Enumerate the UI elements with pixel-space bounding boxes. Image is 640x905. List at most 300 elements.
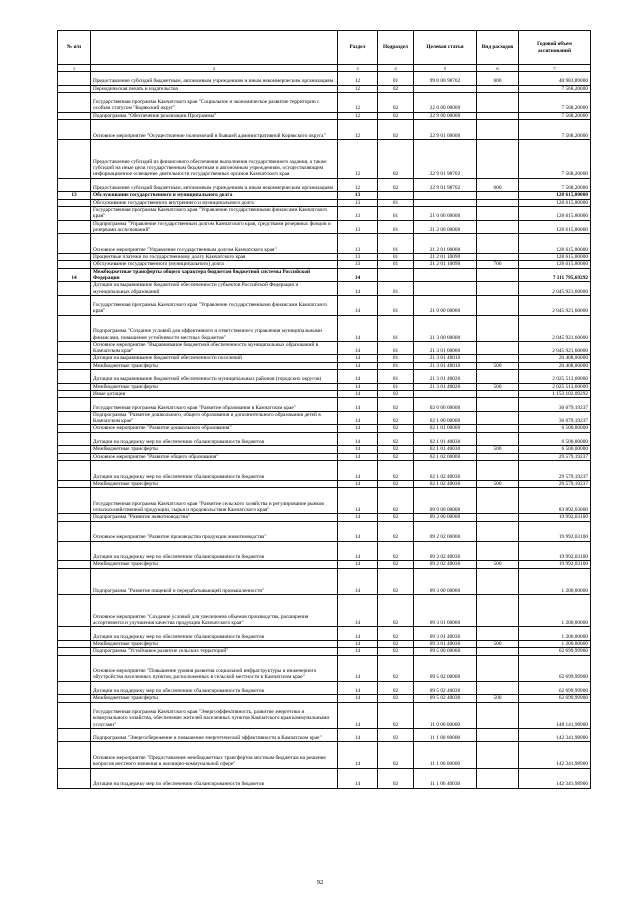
row-amount: 36 079,19237	[519, 411, 591, 425]
row-section: 14	[338, 446, 378, 453]
row-amount: 62 699,99900	[519, 681, 591, 695]
table-row	[58, 398, 591, 412]
row-target-article: 21 3 01 00000	[414, 341, 477, 355]
row-amount: 19 992,03100	[519, 561, 591, 568]
row-section: 13	[338, 220, 378, 234]
row-subsection: 02	[378, 768, 414, 788]
row-name: Дотации на поддержку мер по обеспечению сбалансированности бюджетов	[91, 627, 338, 641]
row-target-article: 09 3 00 00000	[414, 568, 477, 594]
row-expense-type	[477, 398, 519, 412]
column-number: 7	[519, 65, 591, 72]
row-target-article: 99 0 00 98702	[414, 72, 477, 86]
row-target-article: 09 5 02 00000	[414, 655, 477, 681]
row-subsection: 02	[378, 681, 414, 695]
row-name: Предоставление субсидий бюджетным, автономным учреждениям и иным некоммерческим организациям	[91, 72, 338, 86]
row-amount: 20 408,00000	[519, 362, 591, 369]
header-subsection: Подраздел	[378, 31, 414, 65]
row-subsection: 02	[378, 460, 414, 480]
row-section: 13	[338, 206, 378, 220]
row-section: 14	[338, 295, 378, 315]
row-name: Дотации на поддержку мер по обеспечению сбалансированности бюджетов	[91, 541, 338, 561]
table-row	[58, 655, 591, 681]
row-subsection: 01	[378, 341, 414, 355]
row-subsection: 02	[378, 112, 414, 119]
row-amount: 1 200,00000	[519, 627, 591, 641]
table-row	[58, 72, 591, 86]
row-subsection: 01	[378, 72, 414, 86]
row-name: Периодическая печать и издательства	[91, 85, 338, 92]
header-target-article: Целевая статья	[414, 31, 477, 65]
row-amount: 6 500,00000	[519, 425, 591, 432]
row-name: Государственная программа Камчатского края "Развитие образования в Камчатском крае"	[91, 398, 338, 412]
column-number: 5	[414, 65, 477, 72]
column-number: 1	[58, 65, 91, 72]
row-amount: 7 111 795,69292	[519, 268, 591, 282]
row-section: 12	[338, 72, 378, 86]
row-number: 14	[58, 268, 91, 282]
row-name: Государственная программа Камчатского края "Управление государственными финансами Камчатского края"	[91, 295, 338, 315]
row-amount: 7 568,20000	[519, 139, 591, 178]
row-target-article: 11 1 06 00000	[414, 742, 477, 768]
row-subsection: 02	[378, 446, 414, 453]
row-section: 14	[338, 640, 378, 647]
row-number	[58, 234, 91, 254]
row-section: 14	[338, 728, 378, 742]
table-row	[58, 568, 591, 594]
table-row	[58, 480, 591, 487]
row-target-article: 09 3 01 40030	[414, 627, 477, 641]
row-subsection: 02	[378, 139, 414, 178]
row-name: Обслуживание государственного внутреннего и муниципального долга	[91, 199, 338, 206]
table-row	[58, 411, 591, 425]
row-section: 14	[338, 695, 378, 702]
row-name: Дотации на поддержку мер по обеспечению сбалансированности бюджетов	[91, 681, 338, 695]
column-number-row	[58, 65, 591, 72]
row-number	[58, 355, 91, 362]
row-amount: 20 408,00000	[519, 355, 591, 362]
row-subsection: 02	[378, 702, 414, 728]
row-number	[58, 568, 91, 594]
row-name: Основное мероприятие "Осуществление полномочий в бывшей административной Корякского округа"	[91, 120, 338, 140]
row-number	[58, 627, 91, 641]
header-section: Раздел	[338, 31, 378, 65]
row-amount: 7 568,20000	[519, 178, 591, 192]
row-section: 12	[338, 92, 378, 112]
table-row	[58, 521, 591, 541]
table-row	[58, 199, 591, 206]
table-row	[58, 648, 591, 655]
row-section: 14	[338, 681, 378, 695]
row-expense-type: 500	[477, 446, 519, 453]
row-amount: 128 615,80000	[519, 254, 591, 261]
row-name: Обслуживание государственного (муниципального) долга	[91, 261, 338, 268]
row-section: 14	[338, 541, 378, 561]
table-row	[58, 488, 591, 514]
table-row	[58, 192, 591, 199]
table-row	[58, 541, 591, 561]
budget-table	[57, 30, 591, 789]
row-number	[58, 594, 91, 627]
row-amount: 142 341,98900	[519, 768, 591, 788]
row-name: Дотации на выравнивание бюджетной обеспеченности поселений	[91, 355, 338, 362]
row-target-article	[414, 390, 477, 397]
row-subsection: 01	[378, 355, 414, 362]
row-amount: 2 045 921,60000	[519, 282, 591, 296]
row-target-article: 21 2 01 00000	[414, 234, 477, 254]
table-row	[58, 315, 591, 341]
row-expense-type	[477, 453, 519, 460]
row-subsection: 02	[378, 514, 414, 521]
row-subsection	[378, 268, 414, 282]
row-number	[58, 702, 91, 728]
row-number	[58, 383, 91, 390]
row-target-article: 21 3 01 40010	[414, 355, 477, 362]
row-subsection: 02	[378, 541, 414, 561]
row-amount: 1 200,00000	[519, 594, 591, 627]
row-number	[58, 120, 91, 140]
row-expense-type	[477, 234, 519, 254]
row-section: 14	[338, 648, 378, 655]
row-expense-type	[477, 341, 519, 355]
row-number	[58, 315, 91, 341]
row-subsection: 02	[378, 627, 414, 641]
table-row	[58, 295, 591, 315]
row-target-article: 02 1 02 00000	[414, 453, 477, 460]
row-subsection: 02	[378, 398, 414, 412]
row-subsection: 02	[378, 561, 414, 568]
row-amount: 40 983,89000	[519, 72, 591, 86]
row-target-article	[414, 192, 477, 199]
row-expense-type	[477, 521, 519, 541]
row-amount: 83 892,03000	[519, 488, 591, 514]
row-amount: 29 579,19237	[519, 460, 591, 480]
row-section: 14	[338, 432, 378, 446]
row-number	[58, 295, 91, 315]
row-number	[58, 488, 91, 514]
table-row	[58, 362, 591, 369]
row-section: 14	[338, 460, 378, 480]
row-expense-type	[477, 220, 519, 234]
row-amount: 62 699,99900	[519, 655, 591, 681]
row-section: 12	[338, 112, 378, 119]
row-target-article: 21 2 00 00000	[414, 220, 477, 234]
row-name: Дотации на поддержку мер по обеспечению сбалансированности бюджетов	[91, 460, 338, 480]
row-name: Межбюджетные трансферты	[91, 561, 338, 568]
row-number	[58, 655, 91, 681]
page-number: 92	[316, 879, 324, 886]
row-name: Дотации на поддержку мер по обеспечению сбалансированности бюджетов	[91, 432, 338, 446]
row-expense-type: 700	[477, 261, 519, 268]
row-name: Основное мероприятие "Развитие дошкольного образования"	[91, 425, 338, 432]
row-amount: 62 699,99900	[519, 648, 591, 655]
row-number	[58, 742, 91, 768]
row-expense-type: 500	[477, 695, 519, 702]
row-section: 13	[338, 199, 378, 206]
row-amount: 142 341,98900	[519, 742, 591, 768]
row-target-article	[414, 268, 477, 282]
row-number	[58, 432, 91, 446]
row-number	[58, 411, 91, 425]
table-row	[58, 268, 591, 282]
row-expense-type	[477, 425, 519, 432]
row-number	[58, 282, 91, 296]
row-number	[58, 178, 91, 192]
table-row	[58, 234, 591, 254]
row-section: 14	[338, 480, 378, 487]
row-subsection: 02	[378, 655, 414, 681]
row-name: Подпрограмма "Развитие пищевой и перерабатывающей промышленности"	[91, 568, 338, 594]
row-subsection: 02	[378, 728, 414, 742]
row-name: Иные дотации	[91, 390, 338, 397]
row-amount: 1 200,00000	[519, 568, 591, 594]
row-section: 14	[338, 742, 378, 768]
row-expense-type	[477, 120, 519, 140]
row-name: Межбюджетные трансферты общего характера бюджетам бюджетной системы Российской Федерации	[91, 268, 338, 282]
row-amount: 128 615,80000	[519, 192, 591, 199]
row-name: Межбюджетные трансферты	[91, 446, 338, 453]
row-expense-type: 500	[477, 362, 519, 369]
row-subsection: 02	[378, 488, 414, 514]
row-subsection: 02	[378, 425, 414, 432]
row-subsection: 01	[378, 220, 414, 234]
row-target-article: 09 2 02 40030	[414, 561, 477, 568]
row-target-article: 02 1 01 40030	[414, 446, 477, 453]
row-name: Государственная программа Камчатского края "Социальное и экономическое развитие территории с особым статусом "Корякский округ"	[91, 92, 338, 112]
row-number	[58, 728, 91, 742]
row-name: Государственная программа Камчатского края "Энергоэффективность, развитие энергетики и коммунального хозяйства, обеспечение жителей населенных пунктов Камчатского края коммунальными услугами"	[91, 702, 338, 728]
row-number	[58, 206, 91, 220]
table-row	[58, 702, 591, 728]
row-number	[58, 480, 91, 487]
table-row	[58, 112, 591, 119]
row-amount: 29 579,19237	[519, 480, 591, 487]
row-section: 14	[338, 568, 378, 594]
row-subsection: 02	[378, 453, 414, 460]
row-expense-type	[477, 92, 519, 112]
row-number	[58, 768, 91, 788]
row-expense-type	[477, 192, 519, 199]
row-subsection: 01	[378, 295, 414, 315]
row-subsection: 01	[378, 261, 414, 268]
row-name: Обслуживание государственного и муниципального долга	[91, 192, 338, 199]
row-name: Подпрограмма "Устойчивое развитие сельских территорий"	[91, 648, 338, 655]
row-target-article: 09 0 00 00000	[414, 488, 477, 514]
row-subsection: 02	[378, 742, 414, 768]
row-section: 14	[338, 411, 378, 425]
row-name: Основное мероприятие "Выравнивание бюджетной обеспеченности муниципальных образований в Камчатском крае"	[91, 341, 338, 355]
row-name: Государственная программа Камчатского края "Управление государственными финансами Камчатского края"	[91, 206, 338, 220]
table-row	[58, 178, 591, 192]
row-target-article: 21 2 01 10090	[414, 261, 477, 268]
row-section: 14	[338, 370, 378, 384]
row-amount: 128 615,80000	[519, 206, 591, 220]
row-name: Основное мероприятие "Создание условий для увеличения объемов производства, расширения ассортимента и улучшения качества продукции Камчатского края"	[91, 594, 338, 627]
row-number	[58, 72, 91, 86]
table-row	[58, 383, 591, 390]
row-expense-type	[477, 206, 519, 220]
row-number	[58, 521, 91, 541]
row-section: 12	[338, 120, 378, 140]
row-section: 14	[338, 627, 378, 641]
row-amount: 7 568,20000	[519, 92, 591, 112]
row-number	[58, 681, 91, 695]
row-expense-type: 500	[477, 383, 519, 390]
row-subsection: 01	[378, 362, 414, 369]
row-name: Дотации на выравнивание бюджетной обеспеченности муниципальных районов (городских округов)	[91, 370, 338, 384]
row-name: Основное мероприятие "Повышение уровня развития социальной инфраструктуры и инженерного обустройства населенных пунктов, расположенных в сельской местности в Камчатском крае"	[91, 655, 338, 681]
row-subsection: 02	[378, 521, 414, 541]
row-subsection: 02	[378, 178, 414, 192]
row-name: Основное мероприятие "Предоставление межбюджетных трансфертов местным бюджетам на решение вопросов местного значения в жилищно-коммунальной сфере"	[91, 742, 338, 768]
row-number	[58, 640, 91, 647]
row-number	[58, 561, 91, 568]
header-number: № п/п	[58, 31, 91, 65]
row-name: Государственная программа Камчатского края "Развитие сельского хозяйства и регулирование рынков сельскохозяйственной продукции, сырья и продовольствия Камчатского края"	[91, 488, 338, 514]
row-number	[58, 220, 91, 234]
row-section: 13	[338, 192, 378, 199]
table-row	[58, 695, 591, 702]
row-target-article: 21 3 00 00000	[414, 315, 477, 341]
row-target-article: 09 3 01 00000	[414, 594, 477, 627]
row-amount: 1 200,00000	[519, 640, 591, 647]
row-amount: 1 153 102,09292	[519, 390, 591, 397]
table-row	[58, 742, 591, 768]
row-expense-type: 600	[477, 178, 519, 192]
row-section: 14	[338, 282, 378, 296]
row-name: Межбюджетные трансферты	[91, 695, 338, 702]
row-amount: 6 500,00000	[519, 446, 591, 453]
row-subsection: 02	[378, 390, 414, 397]
column-number: 6	[477, 65, 519, 72]
row-expense-type: 600	[477, 72, 519, 86]
header-name	[91, 31, 338, 65]
table-row	[58, 446, 591, 453]
row-number	[58, 648, 91, 655]
table-row	[58, 425, 591, 432]
row-target-article	[414, 85, 477, 92]
row-amount: 7 568,20000	[519, 120, 591, 140]
row-number	[58, 139, 91, 178]
row-target-article: 02 1 01 00000	[414, 425, 477, 432]
row-amount: 62 699,99900	[519, 695, 591, 702]
row-number	[58, 261, 91, 268]
column-number: 3	[338, 65, 378, 72]
row-target-article: 02 1 01 40030	[414, 432, 477, 446]
row-expense-type	[477, 139, 519, 178]
table-row	[58, 220, 591, 234]
table-row	[58, 390, 591, 397]
row-target-article: 21 3 01 40020	[414, 383, 477, 390]
row-expense-type	[477, 199, 519, 206]
row-target-article: 22 9 01 00000	[414, 120, 477, 140]
table-row	[58, 728, 591, 742]
row-section: 14	[338, 453, 378, 460]
row-target-article: 22 0 00 00000	[414, 92, 477, 112]
row-amount: 148 141,98900	[519, 702, 591, 728]
row-subsection: 02	[378, 411, 414, 425]
row-expense-type	[477, 282, 519, 296]
row-amount: 6 500,00000	[519, 432, 591, 446]
row-target-article: 22 9 01 98702	[414, 178, 477, 192]
row-expense-type	[477, 514, 519, 521]
row-number	[58, 254, 91, 261]
row-section: 12	[338, 178, 378, 192]
row-number	[58, 514, 91, 521]
row-expense-type	[477, 460, 519, 480]
table-row	[58, 370, 591, 384]
table-row	[58, 432, 591, 446]
row-expense-type	[477, 541, 519, 561]
row-target-article: 09 2 02 00000	[414, 521, 477, 541]
row-number	[58, 453, 91, 460]
row-number	[58, 390, 91, 397]
row-number	[58, 85, 91, 92]
row-number	[58, 370, 91, 384]
row-target-article: 11 1 06 40030	[414, 768, 477, 788]
row-target-article: 11 0 00 00000	[414, 702, 477, 728]
row-subsection	[378, 192, 414, 199]
table-row	[58, 640, 591, 647]
row-target-article: 09 2 02 40030	[414, 541, 477, 561]
table-row	[58, 261, 591, 268]
row-target-article	[414, 199, 477, 206]
row-number	[58, 695, 91, 702]
row-expense-type	[477, 268, 519, 282]
row-amount: 142 341,98900	[519, 728, 591, 742]
row-target-article: 09 3 01 40030	[414, 640, 477, 647]
row-subsection: 02	[378, 640, 414, 647]
row-section: 14	[338, 561, 378, 568]
row-target-article: 11 1 00 00000	[414, 728, 477, 742]
row-target-article: 09 5 02 40030	[414, 681, 477, 695]
row-subsection: 02	[378, 432, 414, 446]
table-row	[58, 341, 591, 355]
row-expense-type	[477, 594, 519, 627]
row-number	[58, 425, 91, 432]
table-row	[58, 282, 591, 296]
row-number	[58, 362, 91, 369]
row-target-article: 21 3 01 40010	[414, 362, 477, 369]
row-amount: 19 992,03100	[519, 521, 591, 541]
table-row	[58, 561, 591, 568]
row-section: 13	[338, 261, 378, 268]
row-expense-type: 500	[477, 640, 519, 647]
row-expense-type	[477, 742, 519, 768]
row-name: Предоставление субсидий из финансового обеспечения выполнения государственного задания, а также субсидий на иные цели государственным бюджетным и автономным учреждениям, осуществляющим информационное освещение деятельности государственных органов Камчатского края	[91, 139, 338, 178]
table-row	[58, 681, 591, 695]
row-name: Предоставление субсидий бюджетным, автономным учреждениям и иным некоммерческим организациям	[91, 178, 338, 192]
table-row	[58, 768, 591, 788]
row-expense-type	[477, 315, 519, 341]
table-row	[58, 85, 591, 92]
row-number	[58, 199, 91, 206]
row-expense-type	[477, 112, 519, 119]
row-section: 14	[338, 425, 378, 432]
row-expense-type	[477, 370, 519, 384]
row-target-article: 02 1 00 00000	[414, 411, 477, 425]
row-name: Подпрограмма "Развитие животноводства"	[91, 514, 338, 521]
row-amount: 7 568,20000	[519, 112, 591, 119]
row-section: 14	[338, 355, 378, 362]
row-expense-type	[477, 568, 519, 594]
table-row	[58, 254, 591, 261]
row-name: Подпрограмма "Развитие дошкольного, общего образования и дополнительного образования детей в Камчатском крае"	[91, 411, 338, 425]
row-subsection: 02	[378, 568, 414, 594]
row-section: 14	[338, 521, 378, 541]
row-expense-type	[477, 390, 519, 397]
row-name: Межбюджетные трансферты	[91, 480, 338, 487]
row-expense-type	[477, 488, 519, 514]
